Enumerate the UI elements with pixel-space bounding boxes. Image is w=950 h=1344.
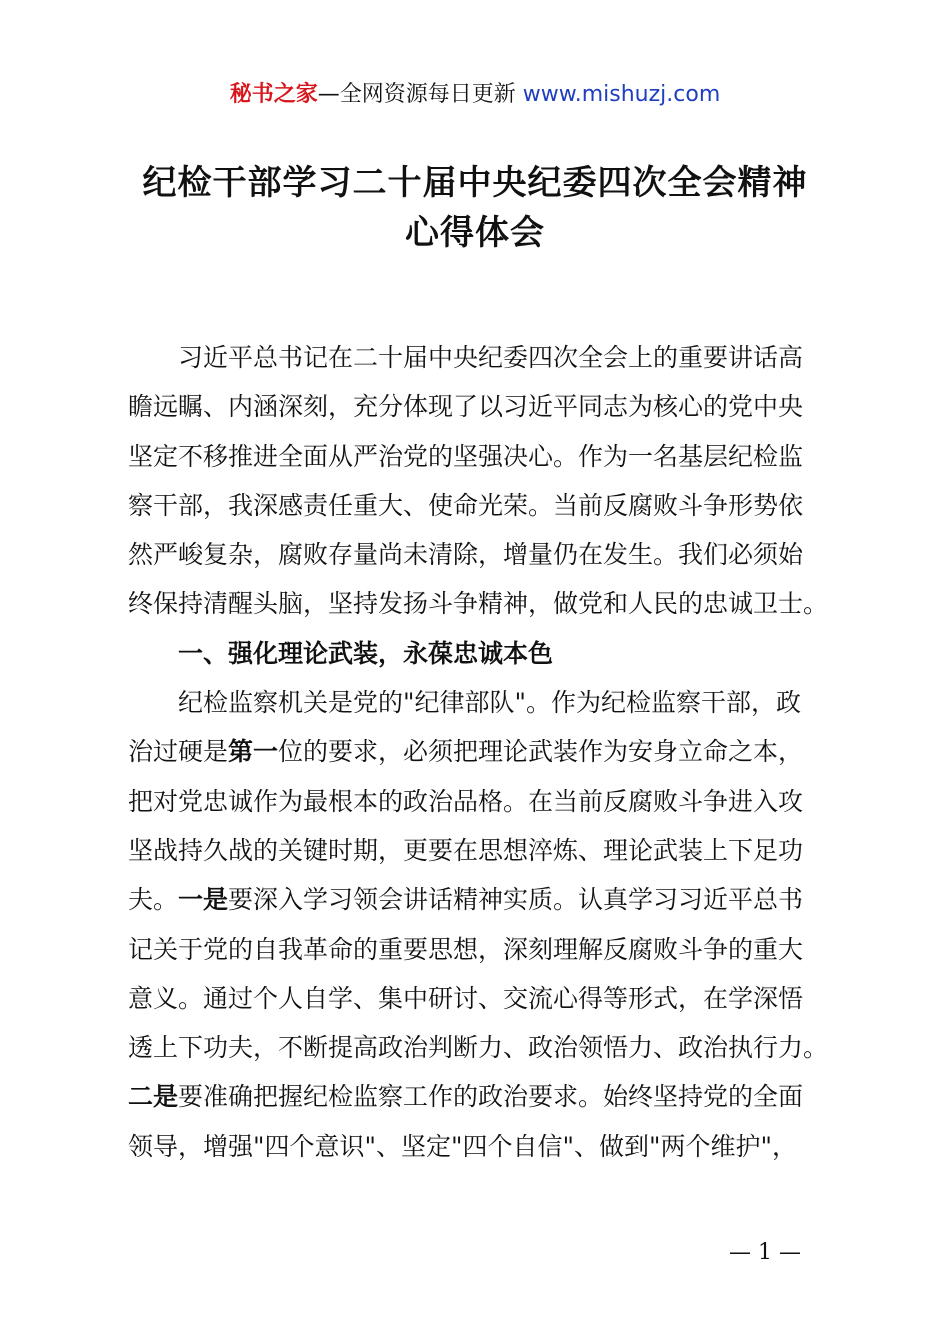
paragraph-line-mixed [128, 1072, 838, 1121]
paragraph-line-mixed [128, 875, 838, 924]
document-title-line-1: 纪检干部学习二十届中央纪委四次全会精神 [142, 163, 808, 203]
text-segment: 夫。 [128, 885, 179, 915]
paragraph-line: 终保持清醒头脑，坚持发扬斗争精神，做党和人民的忠诚卫士。 [128, 589, 829, 619]
section-heading-1: 一、强化理论武装，永葆忠诚本色 [178, 638, 554, 668]
text-segment: 要深入学习领会讲话精神实质。认真学习习近平总书 [228, 885, 804, 915]
bold-segment: 一是 [178, 885, 229, 915]
site-slogan: —全网资源每日更新 [317, 82, 516, 107]
text-segment: 要准确把握纪检监察工作的政治要求。始终坚持党的全面 [178, 1082, 804, 1112]
paragraph-line: 领导，增强"四个意识"、坚定"四个自信"、做到"两个维护"， [128, 1131, 797, 1161]
document-title [0, 158, 950, 258]
document-body [128, 333, 838, 1171]
paragraph-line: 习近平总书记在二十届中央纪委四次全会上的重要讲话高 [178, 343, 804, 372]
paragraph-line: 坚战持久战的关键时期，更要在思想淬炼、理论武装上下足功 [128, 835, 804, 865]
site-url-link[interactable]: www.mishuzj.com [522, 82, 721, 107]
paragraph-line: 记关于党的自我革命的重要思想，深刻理解反腐败斗争的重大 [128, 934, 804, 964]
paragraph-line: 瞻远瞩、内涵深刻，充分体现了以习近平同志为核心的党中央 [128, 392, 804, 422]
document-title-line-2: 心得体会 [405, 213, 545, 253]
page-number: — 1 — [729, 1240, 801, 1265]
paragraph-line-mixed [128, 727, 838, 776]
paragraph-line: 察干部，我深感责任重大、使命光荣。当前反腐败斗争形势依 [128, 490, 804, 520]
site-header-banner [0, 80, 950, 110]
paragraph-line: 意义。通过个人自学、集中研讨、交流心得等形式，在学深悟 [128, 983, 804, 1013]
bold-segment: 第一 [228, 737, 279, 767]
paragraph-line: 纪检监察机关是党的"纪律部队"。作为纪检监察干部，政 [178, 688, 802, 718]
paragraph-line: 透上下功夫，不断提高政治判断力、政治领悟力、政治执行力。 [128, 1033, 829, 1063]
paragraph-line: 坚定不移推进全面从严治党的坚强决心。作为一名基层纪检监 [128, 441, 804, 471]
paragraph-line: 把对党忠诚作为最根本的政治品格。在当前反腐败斗争进入攻 [128, 786, 804, 816]
text-segment: 位的要求，必须把理论武装作为安身立命之本， [278, 737, 804, 767]
bold-segment: 二是 [128, 1082, 179, 1112]
site-brand: 秘书之家 [229, 82, 318, 107]
text-segment: 治过硬是 [128, 737, 229, 767]
paragraph-line: 然严峻复杂，腐败存量尚未清除，增量仍在发生。我们必须始 [128, 540, 804, 570]
